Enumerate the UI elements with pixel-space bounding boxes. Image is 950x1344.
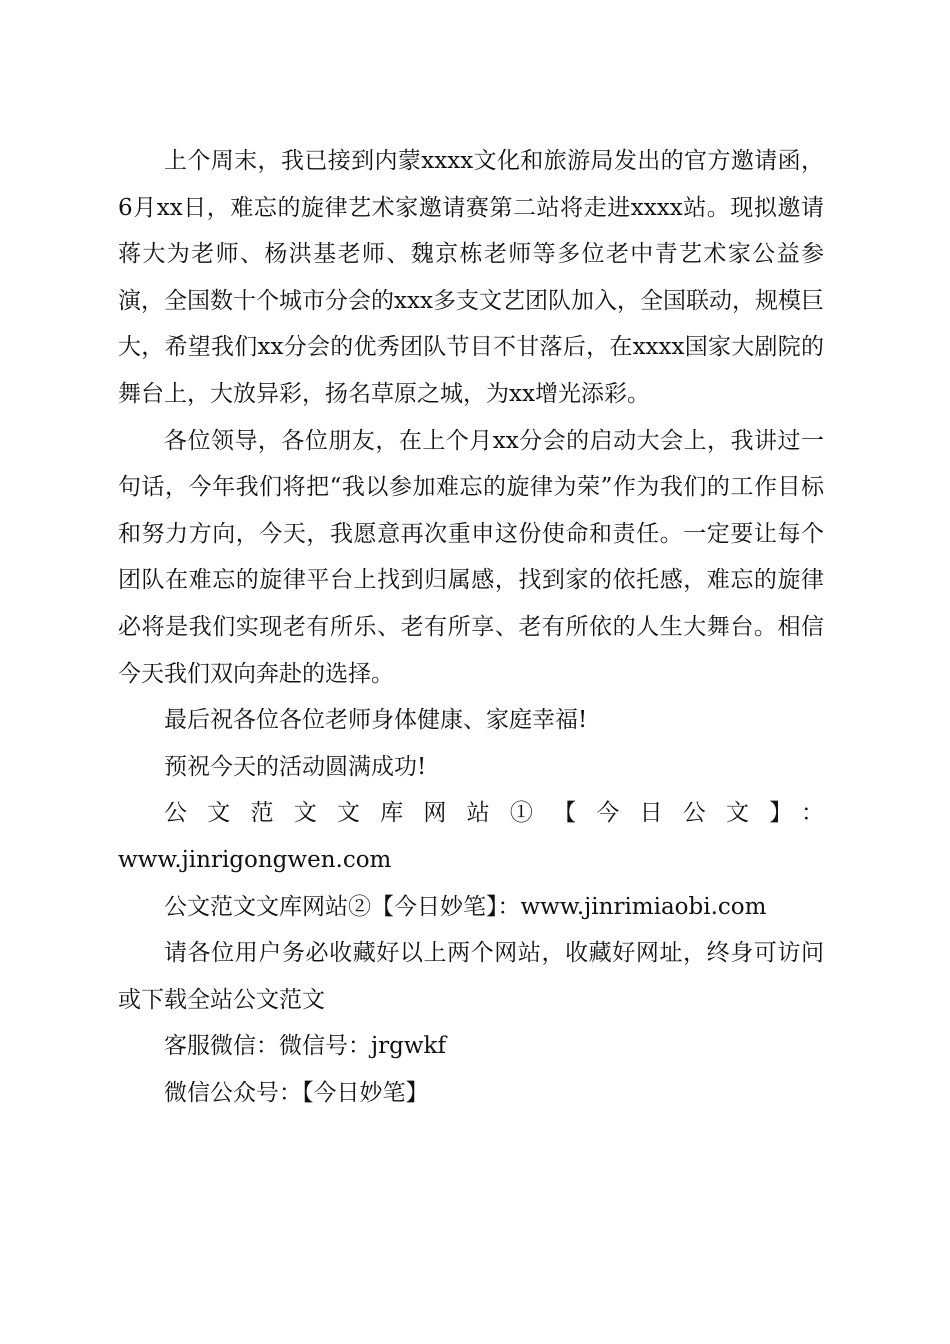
paragraph-success: 预祝今天的活动圆满成功! <box>164 753 427 780</box>
document-page <box>118 138 824 1116</box>
service-wechat: 客服微信：微信号：jrgwkf <box>164 1033 446 1060</box>
official-account: 微信公众号：【今日妙笔】 <box>164 1079 429 1106</box>
site1-block <box>118 790 824 837</box>
paragraph-mission: 各位领导，各位朋友，在上个月xx分会的启动大会上，我讲过一句话，今年我们将把“我以参加难忘的旋律为荣”作为我们的工作目标和努力方向，今天，我愿意再次重申这份使命和责任。一定要让每个团队在难忘的旋律平台上找到归属感，找到家的依托感，难忘的旋律必将是我们实现老有所乐、老有所享、老有所依的人生大舞台。相信今天我们双向奔赴的选择。 <box>118 427 824 687</box>
paragraph-wishes: 最后祝各位各位老师身体健康、家庭幸福! <box>164 707 588 734</box>
site2-url[interactable]: www.jinrimiaobi.com <box>520 893 767 920</box>
notice-text: 请各位用户务必收藏好以上两个网站，收藏好网址，终身可访问或下载全站公文范文 <box>118 940 824 1013</box>
site1-label: 公文范文文库网站①【今日公文】： <box>164 800 824 827</box>
paragraph-invitation: 上个周末，我已接到内蒙xxxx文化和旅游局发出的官方邀请函，6月xx日，难忘的旋律艺术家邀请赛第二站将走进xxxx站。现拟邀请蒋大为老师、杨洪基老师、魏京栋老师等多位老中青艺术家公益参演，全国数十个城市分会的xxx多支文艺团队加入，全国联动，规模巨大，希望我们xx分会的优秀团队节目不甘落后，在xxxx国家大剧院的舞台上，大放异彩，扬名草原之城，为xx增光添彩。 <box>118 148 824 407</box>
site2-block <box>118 884 824 931</box>
site1-url[interactable]: www.jinrigongwen.com <box>118 846 392 873</box>
site1-url-line <box>118 837 824 884</box>
site2-label: 公文范文文库网站②【今日妙笔】： <box>164 893 521 920</box>
